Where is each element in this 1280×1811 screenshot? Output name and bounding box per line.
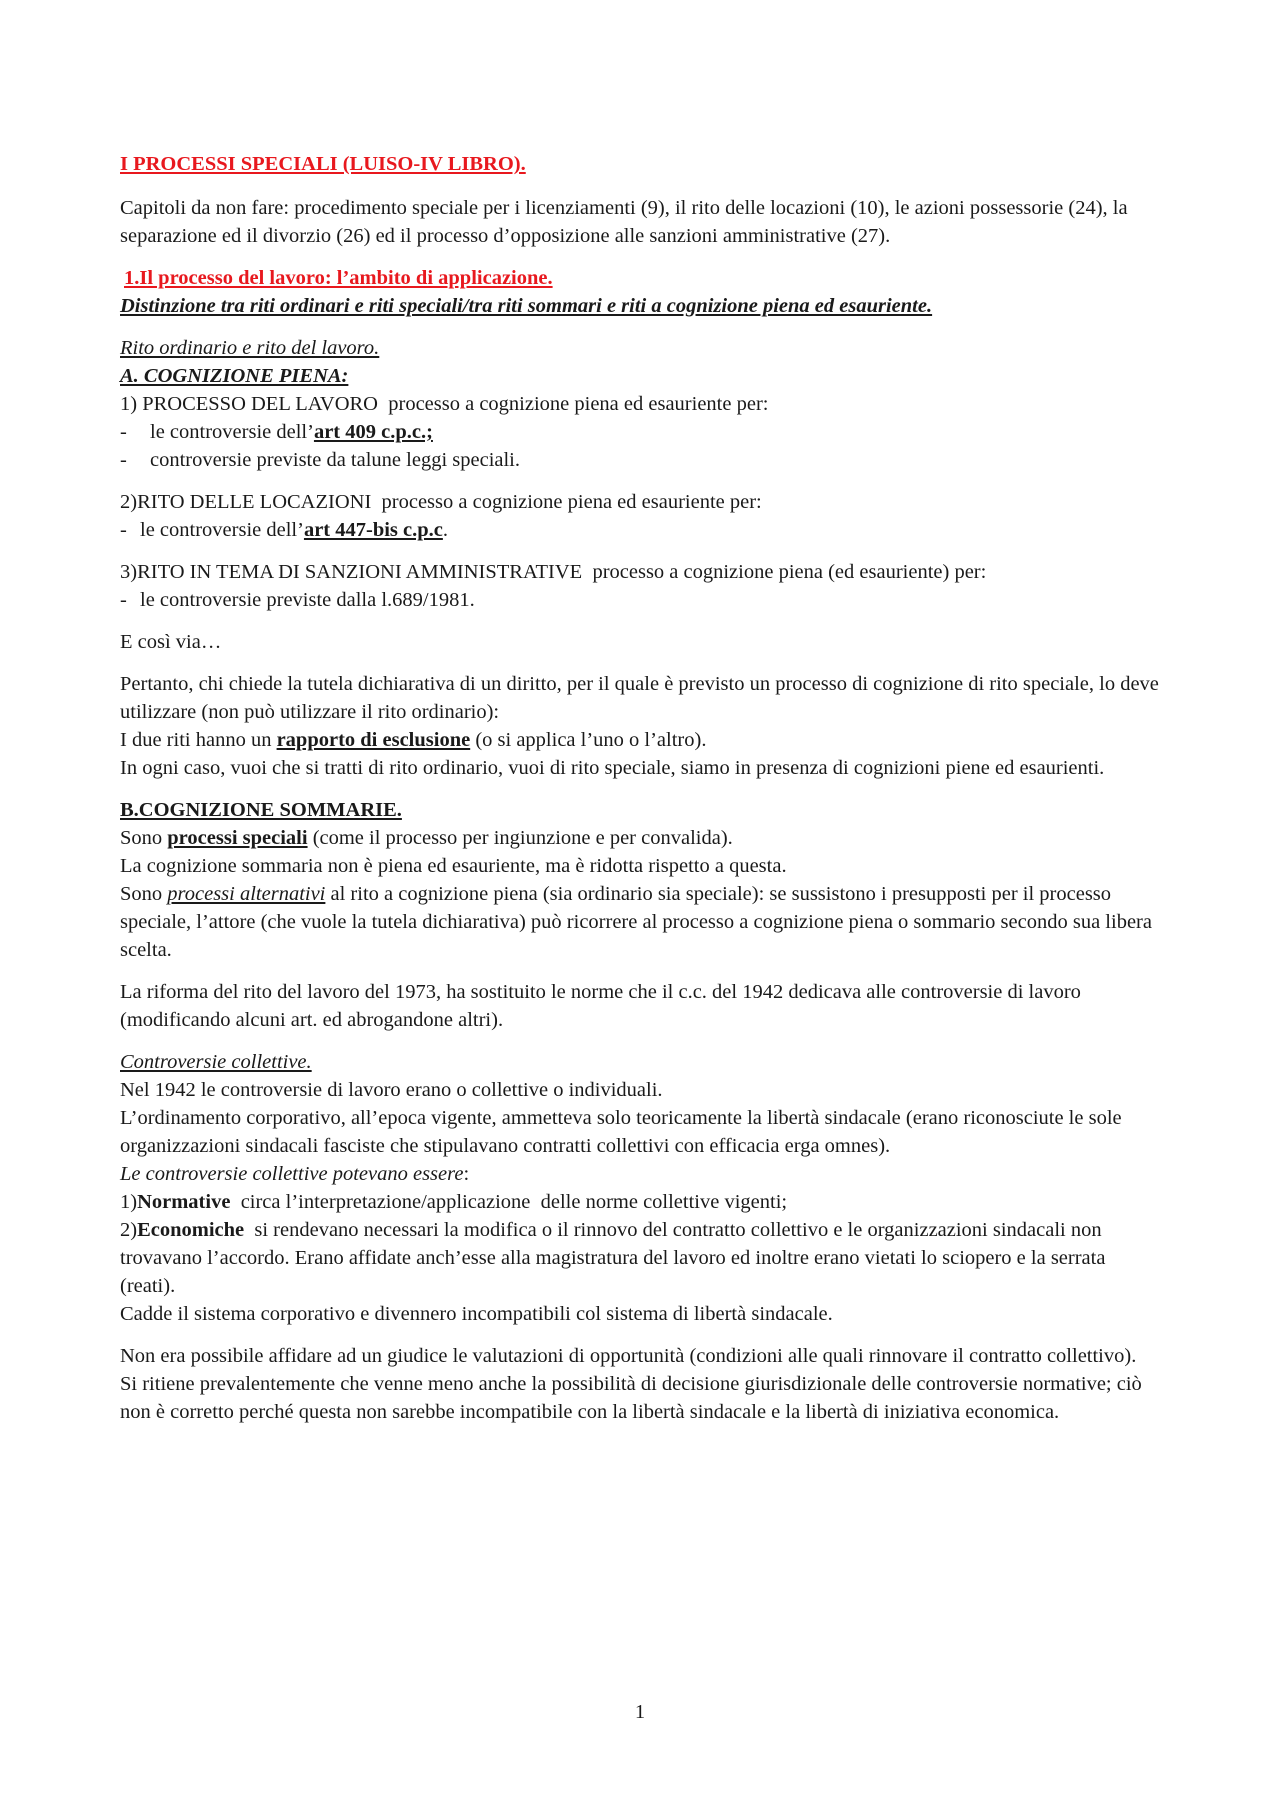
riforma-paragraph: La riforma del rito del lavoro del 1973, ha sostituito le norme che il c.c. del 1942 dedicava alle controversie di lavoro (modificando alcuni art. ed abrogandone altri). [120,981,1081,1031]
normative-text: circa l’interpretazione/applicazione delle norme collettive vigenti; [230,1191,788,1213]
rito-locazioni-line [120,488,1160,516]
ogni-caso-paragraph: In ogni caso, vuoi che si tratti di rito ordinario, vuoi di rito speciale, siamo in presenza di cognizioni piene ed esaurienti. [120,757,1105,779]
list-item-text: controversie previste da talune leggi speciali. [150,449,521,471]
section-heading [120,264,1160,292]
section-subheading-text: Distinzione tra riti ordinari e riti speciali/tra riti sommari e riti a cognizione piena ed esauriente. [120,295,933,317]
collettive-l3-post: : [463,1163,470,1185]
economiche-item [120,1216,1160,1300]
list-item-text: le controversie previste dalla l.689/1981. [140,589,475,611]
rito-sanzioni-label: 3)RITO IN TEMA DI SANZIONI AMMINISTRATIVE [120,561,583,583]
collettive-heading [120,1048,1160,1076]
collettive-l3-italic: Le controversie collettive potevano essere [120,1163,464,1185]
rito-sanzioni-text: processo a cognizione piena (ed esauriente) per: [592,561,987,583]
final-paragraph-1: Non era possibile affidare ad un giudice le valutazioni di opportunità (condizioni alle quali rinnovare il contratto collettivo). [120,1345,1137,1367]
esclusione-line [120,726,1160,754]
collettive-heading-text: Controversie collettive. [120,1051,312,1073]
sommarie-heading [120,796,1160,824]
collettive-line-1: Nel 1942 le controversie di lavoro erano o collettive o individuali. [120,1079,663,1101]
collettive-line-3 [120,1160,1160,1188]
normative-num: 1) [120,1191,138,1213]
pertanto-paragraph: Pertanto, chi chiede la tutela dichiarativa di un diritto, per il quale è previsto un processo di cognizione di rito speciale, lo deve utilizzare (non può utilizzare il rito ordinario): [120,673,1159,723]
sommarie-heading-text: B.COGNIZIONE SOMMARIE. [120,799,402,821]
sommarie-l1-post: (come il processo per ingiunzione e per convalida). [307,827,733,849]
esclusione-bold: rapporto di esclusione [276,729,471,751]
page-number: 1 [634,1701,646,1723]
processo-lavoro-line [120,390,1160,418]
list-item-text: le controversie dell’ [150,421,314,443]
list-item: - le controversie dell’art 447-bis c.p.c. [120,519,448,541]
economiche-bold: Economiche [137,1219,245,1241]
list-item-text: le controversie dell’ [140,519,304,541]
processi-alternativi-italic: processi alternativi [167,883,326,905]
page-content [120,150,1160,1426]
normative-item [120,1188,1160,1216]
sommarie-line-3 [120,880,1160,964]
list-item: - le controversie previste dalla l.689/1981. [120,586,1160,614]
list-item: - le controversie dell’art 409 c.p.c.; [120,421,433,443]
esclusione-pre: I due riti hanno un [120,729,277,751]
rito-locazioni-text: processo a cognizione piena ed esauriente per: [381,491,762,513]
collettive-line-2: L’ordinamento corporativo, all’epoca vigente, ammetteva solo teoricamente la libertà sindacale (erano riconosciute le sole organizzazioni sindacali fasciste che stipulavano contratti collettivi con efficacia erga omnes). [120,1107,1122,1157]
rito-heading-text: Rito ordinario e rito del lavoro. [120,337,380,359]
sommarie-l3-pre: Sono [120,883,168,905]
cognizione-piena-heading-text: A. COGNIZIONE PIENA: [120,365,349,387]
sommarie-l1-pre: Sono [120,827,168,849]
esclusione-post: (o si applica l’uno o l’altro). [470,729,707,751]
collettive-line-4: Cadde il sistema corporativo e divennero incompatibili col sistema di libertà sindacale. [120,1303,833,1325]
article-reference: art 447-bis c.p.c [303,519,443,541]
sommarie-line-1 [120,824,1160,852]
section-subheading [120,292,1160,320]
document-title: I PROCESSI SPECIALI (LUISO-IV LIBRO). [120,153,526,175]
list-item-punct: . [442,519,448,541]
section-heading-text: 1.Il processo del lavoro: l’ambito di applicazione. [124,267,553,289]
processo-lavoro-text: processo a cognizione piena ed esauriente per: [388,393,769,415]
sommarie-l3-post: al rito a cognizione piena (sia ordinario sia speciale): se sussistono i presupposti per il processo speciale, l’attore (che vuole la tutela dichiarativa) può ricorrere al processo a cognizione piena o sommario secondo sua libera scelta. [120,883,1152,961]
article-reference: art 409 c.p.c.; [313,421,433,443]
rito-locazioni-label: 2)RITO DELLE LOCAZIONI [120,491,372,513]
economiche-num: 2) [120,1219,138,1241]
economiche-text: si rendevano necessari la modifica o il rinnovo del contratto collettivo e le organizzazioni sindacali non trovavano l’accordo. Erano affidate anch’esse alla magistratura del lavoro ed inoltre erano vietati lo sciopero e la serrata (reati). [120,1219,1111,1297]
intro-paragraph: Capitoli da non fare: procedimento speciale per i licenziamenti (9), il rito delle locazioni (10), le azioni possessorie (24), la separazione ed il divorzio (26) ed il processo d’opposizione alle sanzioni amministrative (27). [120,197,1128,247]
final-paragraph-2: Si ritiene prevalentemente che venne meno anche la possibilità di decisione giurisdizionale delle controversie normative; ciò non è corretto perché questa non sarebbe incompatibile con la libertà sindacale e la libertà di iniziativa economica. [120,1373,1142,1423]
processo-lavoro-label: 1) PROCESSO DEL LAVORO [120,393,378,415]
cognizione-piena-heading [120,362,1160,390]
ecosi-text: E così via… [120,631,222,653]
list-item: - controversie previste da talune leggi speciali. [120,446,1160,474]
rito-sanzioni-line [120,558,1160,586]
rito-heading [120,334,1160,362]
processi-speciali-bold: processi speciali [167,827,308,849]
sommarie-line-2: La cognizione sommaria non è piena ed esauriente, ma è ridotta rispetto a questa. [120,855,787,877]
normative-bold: Normative [137,1191,231,1213]
